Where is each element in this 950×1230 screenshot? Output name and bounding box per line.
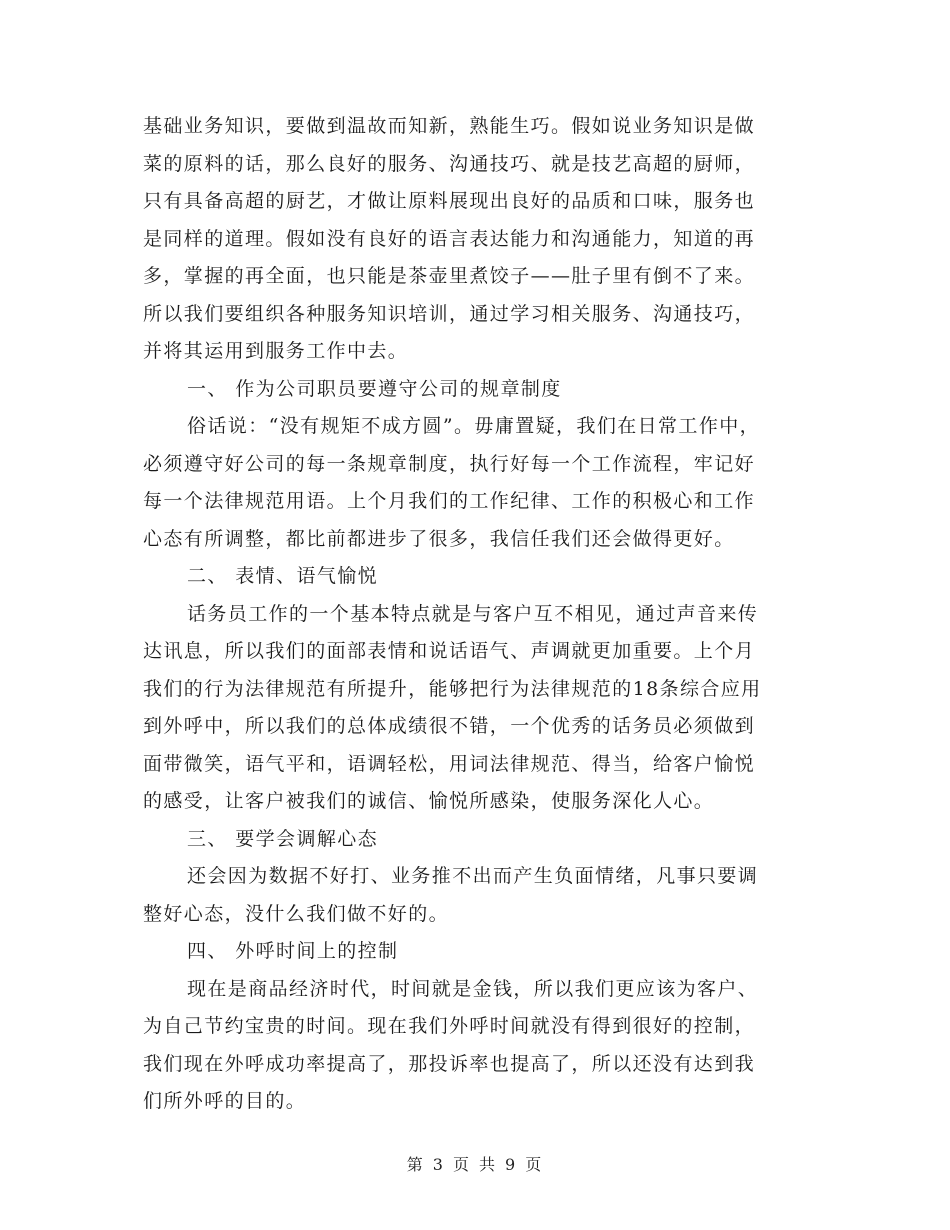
- text-line: 只有具备高超的厨艺，才做让原料展现出良好的品质和口味，服务也: [143, 190, 756, 212]
- text-line: 面带微笑，语气平和，语调轻松，用词法律规范、得当，给客户愉悦: [143, 752, 756, 775]
- total-prefix: 共: [479, 1155, 498, 1174]
- text-line: 并将其运用到服务工作中去。: [143, 340, 409, 362]
- text-line: 们所外呼的目的。: [143, 1090, 307, 1112]
- text-line: 整好心态，没什么我们做不好的。: [143, 902, 450, 925]
- text-line: 多，掌握的再全面，也只能是茶壶里煮饺子——肚子里有倒不了来。: [143, 265, 756, 287]
- text-line: 俗话说：“没有规矩不成方圆”。毋庸置疑，我们在日常工作中，: [187, 415, 761, 437]
- page-label-mid: 页: [452, 1155, 471, 1174]
- text-line: 一、 作为公司职员要遵守公司的规章制度: [187, 377, 562, 400]
- text-line: 我们现在外呼成功率提高了，那投诉率也提高了，所以还没有达到我: [143, 1052, 756, 1075]
- text-line: 还会因为数据不好打、业务推不出而产生负面情绪，凡事只要调: [187, 865, 759, 887]
- text-line: 的感受，让客户被我们的诚信、愉悦所感染，使服务深化人心。: [143, 790, 715, 812]
- document-body: [143, 108, 813, 1121]
- text-line: 每一个法律规范用语。上个月我们的工作纪律、工作的积极心和工作: [143, 490, 756, 512]
- text-line: 我们的行为法律规范有所提升，能够把行为法律规范的18条综合应用: [143, 677, 762, 700]
- text-line: 四、 外呼时间上的控制: [187, 940, 399, 962]
- text-line: 达讯息，所以我们的面部表情和说话语气、声调就更加重要。上个月: [143, 640, 756, 662]
- page-footer: [0, 1152, 950, 1175]
- text-line: 是同样的道理。假如没有良好的语言表达能力和沟通能力，知道的再: [143, 227, 756, 250]
- text-line: 菜的原料的话，那么良好的服务、沟通技巧、就是技艺高超的厨师，: [143, 152, 756, 175]
- text-line: 心态有所调整，都比前都进步了很多，我信任我们还会做得更好。: [143, 527, 735, 550]
- text-line: 基础业务知识，要做到温故而知新，熟能生巧。假如说业务知识是做: [143, 115, 756, 137]
- text-line: 必须遵守好公司的每一条规章制度，执行好每一个工作流程，牢记好: [143, 452, 756, 475]
- text-line: 三、 要学会调解心态: [187, 827, 379, 850]
- text-line: 到外呼中，所以我们的总体成绩很不错，一个优秀的话务员必须做到: [143, 715, 756, 737]
- text-line: 二、 表情、语气愉悦: [187, 565, 379, 587]
- current-page-number: 3: [432, 1155, 445, 1174]
- text-line: 为自己节约宝贵的时间。现在我们外呼时间就没有得到很好的控制，: [143, 1015, 756, 1037]
- page-label-suffix: 页: [525, 1155, 544, 1174]
- page-label-prefix: 第: [406, 1155, 425, 1174]
- text-line: 话务员工作的一个基本特点就是与客户互不相见，通过声音来传: [187, 602, 759, 625]
- text-line: 所以我们要组织各种服务知识培训，通过学习相关服务、沟通技巧，: [143, 302, 756, 325]
- total-pages-number: 9: [505, 1155, 518, 1174]
- text-line: 现在是商品经济时代，时间就是金钱，所以我们更应该为客户、: [187, 977, 759, 1000]
